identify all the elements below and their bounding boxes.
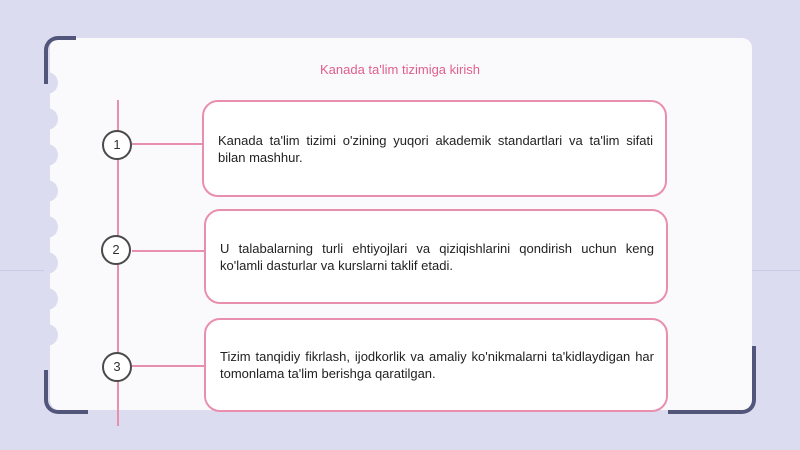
step-text: U talabalarning turli ehtiyojlari va qiziqishlarini qondirish uchun keng ko'lamli dasturlar va kurslarni taklif etadi.	[220, 240, 654, 273]
step-connector	[132, 250, 204, 252]
step-connector	[132, 143, 204, 145]
corner-bracket-bottom-right	[668, 346, 756, 414]
slide-title: Kanada ta'lim tizimiga kirish	[320, 62, 480, 77]
step-connector	[132, 365, 204, 367]
step-text: Kanada ta'lim tizimi o'zining yuqori akademik standartlari va ta'lim sifati bilan mashhur.	[218, 132, 653, 165]
step-text: Tizim tanqidiy fikrlash, ijodkorlik va amaliy ko'nikmalarni ta'kidlaydigan har tomonlama ta'lim berishga qaratilgan.	[220, 349, 654, 381]
step-number-badge: 1	[102, 130, 132, 160]
step-box	[204, 209, 668, 304]
step-number-badge: 2	[101, 235, 131, 265]
step-box	[204, 318, 668, 412]
step-number-badge: 3	[102, 352, 132, 382]
step-box	[202, 100, 667, 197]
corner-bracket-bottom-left	[44, 370, 88, 414]
